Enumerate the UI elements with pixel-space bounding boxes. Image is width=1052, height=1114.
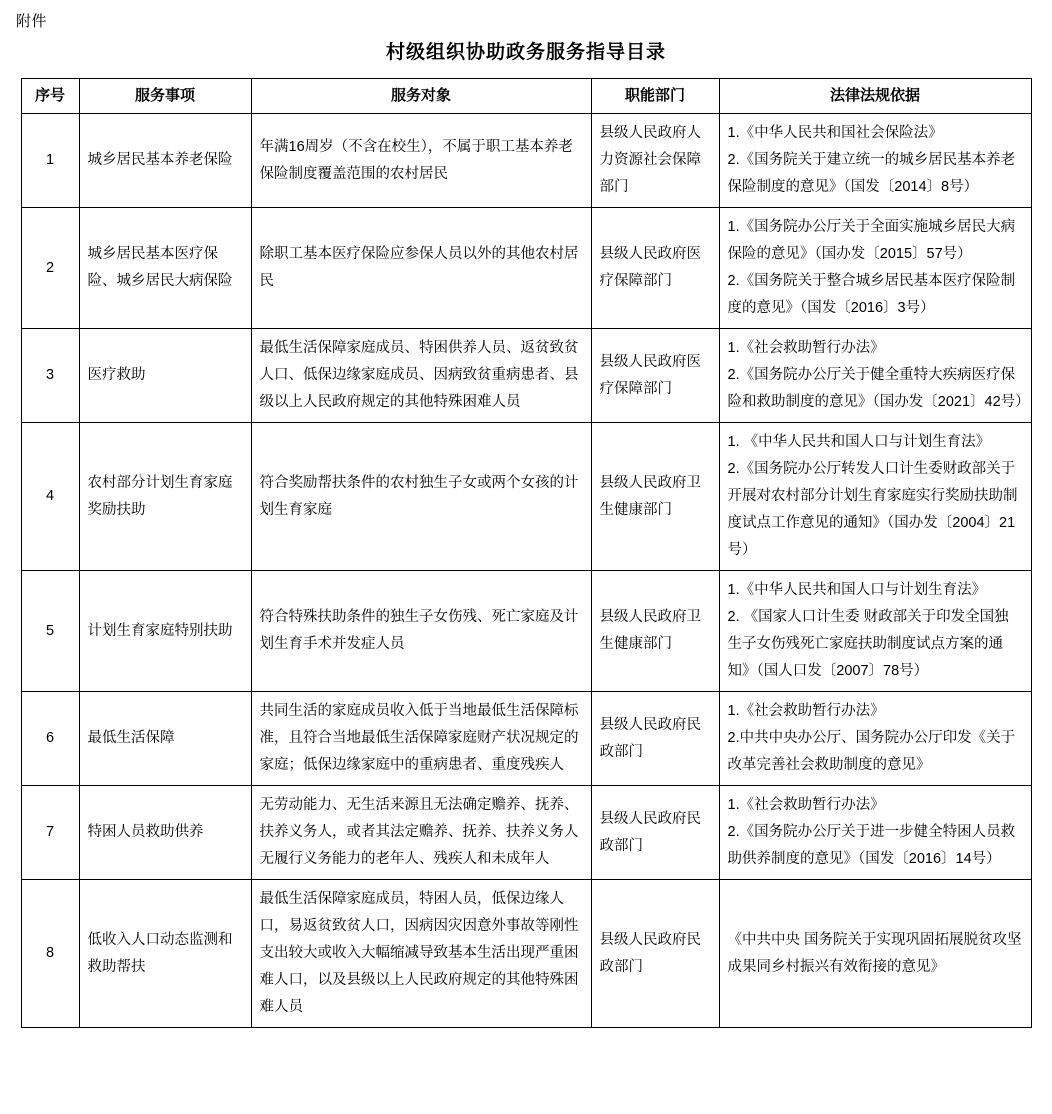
cell-dept: 县级人民政府医疗保障部门 — [591, 208, 719, 329]
cell-dept: 县级人民政府卫生健康部门 — [591, 423, 719, 571]
cell-target: 最低生活保障家庭成员、特困供养人员、返贫致贫人口、低保边缘家庭成员、因病致贫重病患者、县级以上人民政府规定的其他特殊困难人员 — [251, 329, 591, 423]
cell-index: 1 — [21, 114, 79, 208]
table-row — [21, 571, 1031, 692]
law-line: 2.《国务院关于整合城乡居民基本医疗保险制度的意见》（国发〔2016〕3号） — [727, 273, 1016, 316]
cell-index: 7 — [21, 786, 79, 880]
page-title: 村级组织协助政务服务指导目录 — [385, 42, 666, 63]
cell-item: 农村部分计划生育家庭奖励扶助 — [79, 423, 251, 571]
cell-dept: 县级人民政府民政部门 — [591, 692, 719, 786]
law-line: 2.《国务院办公厅关于进一步健全特困人员救助供养制度的意见》（国发〔2016〕14号） — [727, 824, 1016, 867]
column-header-target: 服务对象 — [251, 79, 591, 114]
service-catalog-table — [21, 78, 1032, 1028]
table-row — [21, 692, 1031, 786]
law-line: 1. 《中华人民共和国人口与计划生育法》 — [727, 434, 991, 450]
table-row — [21, 880, 1031, 1028]
law-line: 1.《社会救助暂行办法》 — [727, 797, 885, 813]
table-header-row — [21, 79, 1031, 114]
law-line: 《中共中央 国务院关于实现巩固拓展脱贫攻坚成果同乡村振兴有效衔接的意见》 — [727, 931, 1022, 975]
table-row — [21, 208, 1031, 329]
cell-law — [719, 692, 1031, 786]
cell-law — [719, 114, 1031, 208]
table-row — [21, 423, 1031, 571]
cell-target: 最低生活保障家庭成员，特困人员，低保边缘人口，易返贫致贫人口，因病因灾因意外事故等刚性支出较大或收入大幅缩减导致基本生活出现严重困难人口，以及县级以上人民政府规定的其他特殊困难人员 — [251, 880, 591, 1028]
cell-item: 医疗救助 — [79, 329, 251, 423]
table-body — [21, 114, 1031, 1028]
cell-dept: 县级人民政府人力资源社会保障部门 — [591, 114, 719, 208]
cell-target: 年满16周岁（不含在校生），不属于职工基本养老保险制度覆盖范围的农村居民 — [251, 114, 591, 208]
cell-target: 符合特殊扶助条件的独生子女伤残、死亡家庭及计划生育手术并发症人员 — [251, 571, 591, 692]
column-header-index: 序号 — [21, 79, 79, 114]
law-line: 1.《中华人民共和国人口与计划生育法》 — [727, 582, 987, 598]
table-row — [21, 329, 1031, 423]
cell-law — [719, 208, 1031, 329]
cell-law — [719, 786, 1031, 880]
cell-index: 6 — [21, 692, 79, 786]
cell-law — [719, 880, 1031, 1028]
cell-item: 计划生育家庭特别扶助 — [79, 571, 251, 692]
cell-index: 5 — [21, 571, 79, 692]
column-header-dept: 职能部门 — [591, 79, 719, 114]
law-line: 2.中共中央办公厅、国务院办公厅印发《关于改革完善社会救助制度的意见》 — [727, 730, 1016, 773]
cell-dept: 县级人民政府医疗保障部门 — [591, 329, 719, 423]
cell-item: 特困人员救助供养 — [79, 786, 251, 880]
cell-target: 除职工基本医疗保险应参保人员以外的其他农村居民 — [251, 208, 591, 329]
law-line: 1.《社会救助暂行办法》 — [727, 340, 885, 356]
law-line: 1.《社会救助暂行办法》 — [727, 703, 885, 719]
table-row — [21, 786, 1031, 880]
cell-dept: 县级人民政府卫生健康部门 — [591, 571, 719, 692]
cell-target: 无劳动能力、无生活来源且无法确定赡养、抚养、扶养义务人，或者其法定赡养、抚养、扶养义务人无履行义务能力的老年人、残疾人和未成年人 — [251, 786, 591, 880]
cell-dept: 县级人民政府民政部门 — [591, 880, 719, 1028]
cell-law — [719, 423, 1031, 571]
cell-law — [719, 571, 1031, 692]
attachment-label: 附件 — [16, 13, 48, 30]
column-header-law: 法律法规依据 — [719, 79, 1031, 114]
cell-law — [719, 329, 1031, 423]
cell-dept: 县级人民政府民政部门 — [591, 786, 719, 880]
law-line: 1.《国务院办公厅关于全面实施城乡居民大病保险的意见》（国办发〔2015〕57号） — [727, 219, 1016, 262]
cell-index: 3 — [21, 329, 79, 423]
cell-item: 城乡居民基本养老保险 — [79, 114, 251, 208]
cell-target: 共同生活的家庭成员收入低于当地最低生活保障标准，且符合当地最低生活保障家庭财产状况规定的家庭；低保边缘家庭中的重病患者、重度残疾人 — [251, 692, 591, 786]
table-header — [21, 79, 1031, 114]
law-line: 2.《国务院关于建立统一的城乡居民基本养老保险制度的意见》（国发〔2014〕8号） — [727, 152, 1016, 195]
column-header-item: 服务事项 — [79, 79, 251, 114]
cell-target: 符合奖励帮扶条件的农村独生子女或两个女孩的计划生育家庭 — [251, 423, 591, 571]
cell-item: 最低生活保障 — [79, 692, 251, 786]
law-line: 1.《中华人民共和国社会保险法》 — [727, 125, 943, 141]
law-line: 2. 《国家人口计生委 财政部关于印发全国独生子女伤残死亡家庭扶助制度试点方案的通知》（国人口发〔2007〕78号） — [727, 609, 1009, 679]
cell-item: 低收入人口动态监测和救助帮扶 — [79, 880, 251, 1028]
law-line: 2.《国务院办公厅转发人口计生委财政部关于开展对农村部分计划生育家庭实行奖励扶助制度试点工作意见的通知》（国办发〔2004〕21号） — [727, 461, 1018, 558]
law-line: 2.《国务院办公厅关于健全重特大疾病医疗保险和救助制度的意见》（国办发〔2021〕42号） — [727, 367, 1030, 410]
cell-index: 8 — [21, 880, 79, 1028]
cell-item: 城乡居民基本医疗保险、城乡居民大病保险 — [79, 208, 251, 329]
table-row — [21, 114, 1031, 208]
cell-index: 2 — [21, 208, 79, 329]
cell-index: 4 — [21, 423, 79, 571]
